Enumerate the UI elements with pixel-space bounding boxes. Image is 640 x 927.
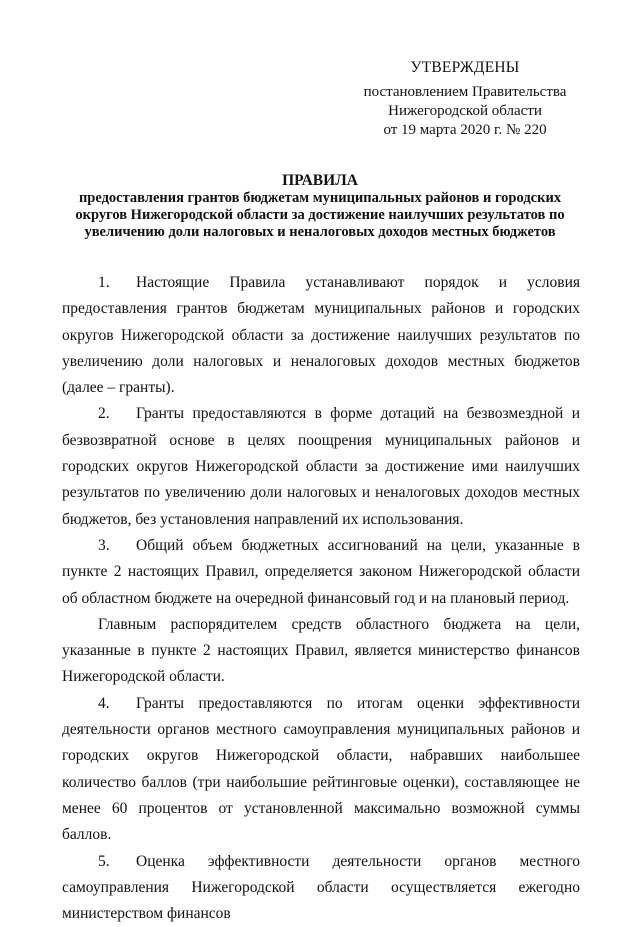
approval-line-2: Нижегородской области: [388, 103, 542, 119]
paragraph-3: [62, 533, 580, 612]
title-subtitle: предоставления грантов бюджетам муниципальных районов и городских округов Нижегородской области за достижение наилучших результатов по увеличению доли налоговых и неналоговых доходов местных бюджетов: [75, 190, 565, 240]
paragraph-1: [62, 270, 580, 401]
document-title: [60, 172, 580, 241]
paragraph-4: [62, 691, 580, 849]
paragraph-number: 5.: [98, 852, 110, 870]
paragraph-number: 1.: [98, 274, 110, 291]
paragraph-3-continued: [62, 612, 580, 691]
approval-heading: УТВЕРЖДЕНЫ: [410, 59, 520, 76]
paragraph-text: Гранты предоставляются по итогам оценки эффективности деятельности органов местного самоуправления муниципальных районов и городских округов Нижегородской области, набравших наибольшее количество баллов (три наибольшие рейтинговые оценки), составляющее не менее 60 процентов от установленной максимально возможной суммы баллов.: [62, 694, 580, 844]
paragraph-text: Общий объем бюджетных ассигнований на цели, указанные в пункте 2 настоящих Правил, определяется законом Нижегородской области об областном бюджете на очередной финансовый год и на плановый период.: [62, 536, 580, 607]
paragraph-5: [62, 849, 580, 927]
paragraph-number: 2.: [98, 405, 110, 423]
paragraph-text: Гранты предоставляются в форме дотаций на безвозмездной и безвозвратной основе в целях поощрения муниципальных районов и городских округов Нижегородской области за достижение ими наилучших результатов по увеличению доли налоговых и неналоговых доходов местных бюджетов, без установления направлений их использования.: [62, 405, 580, 528]
title-main: ПРАВИЛА: [282, 172, 358, 189]
paragraph-text: Настоящие Правила устанавливают порядок и условия предоставления грантов бюджетам муниципальных районов и городских округов Нижегородской области за достижение наилучших результатов по увеличению доли налоговых и неналоговых доходов местных бюджетов (далее – гранты).: [62, 274, 580, 397]
approval-block: [360, 58, 570, 140]
approval-line-3: от 19 марта 2020 г. № 220: [383, 122, 547, 138]
paragraph-text: Главным распорядителем средств областного бюджета на цели, указанные в пункте 2 настоящих Правил, является министерство финансов Нижегородской области.: [62, 615, 580, 686]
paragraph-2: [62, 401, 580, 532]
paragraph-number: 3.: [98, 536, 110, 554]
paragraph-text: Оценка эффективности деятельности органов местного самоуправления Нижегородской области осуществляется ежегодно министерством финансов: [62, 852, 580, 923]
paragraph-number: 4.: [98, 694, 110, 712]
approval-line-1: постановлением Правительства: [363, 84, 567, 100]
document-body: [62, 270, 580, 927]
